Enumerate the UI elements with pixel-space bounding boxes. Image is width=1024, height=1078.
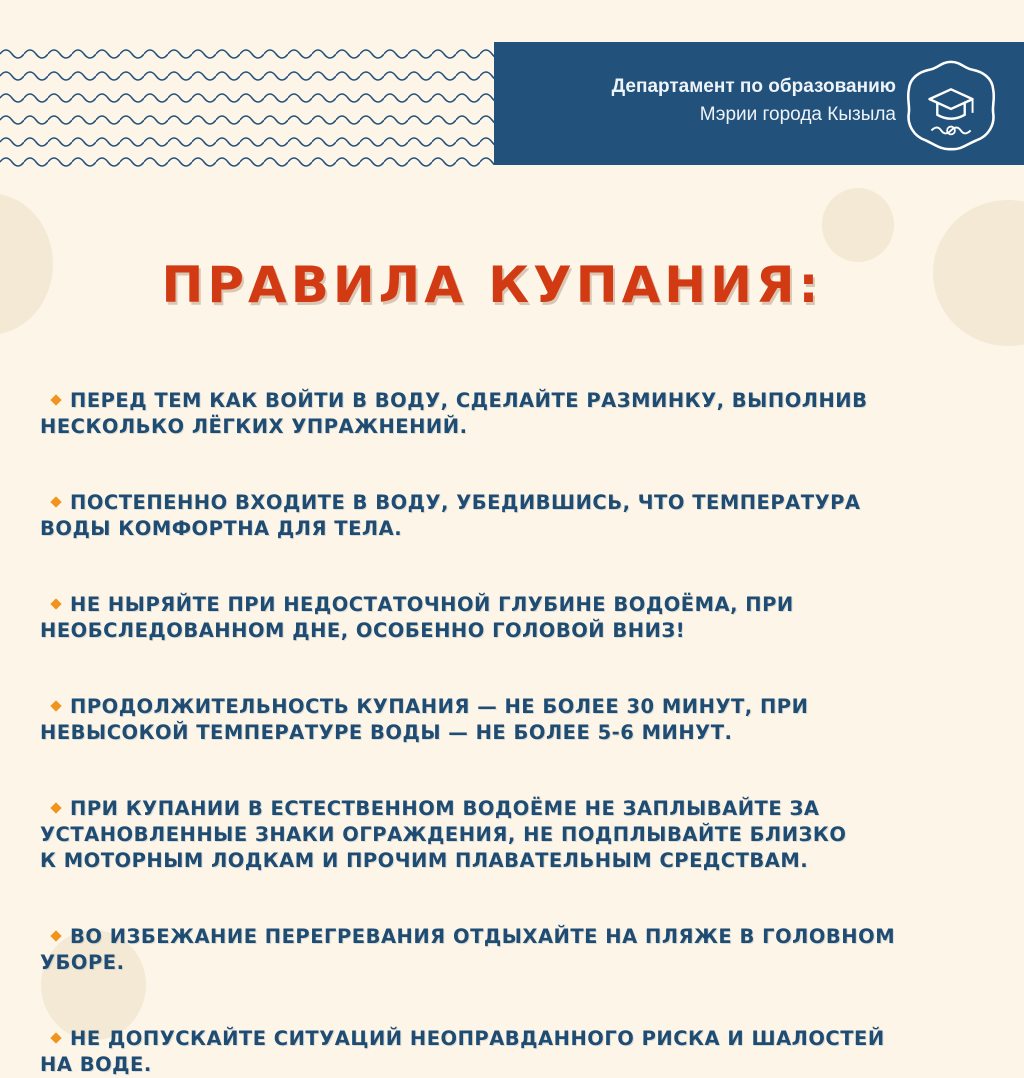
rule-item xyxy=(40,566,990,644)
rule-text: ПОСТЕПЕННО ВХОДИТЕ В ВОДУ, УБЕДИВШИСЬ, ЧТО ТЕМПЕРАТУРА ВОДЫ КОМФОРТНА ДЛЯ ТЕЛА. xyxy=(40,491,861,540)
department-title: Департамент по образованию xyxy=(611,76,896,97)
decor-circle-small-right xyxy=(822,188,894,262)
diamond-bullet-icon xyxy=(50,394,61,405)
rule-item xyxy=(40,464,990,542)
diamond-bullet-icon xyxy=(50,496,61,507)
diamond-bullet-icon xyxy=(50,930,61,941)
diamond-bullet-icon xyxy=(50,802,61,813)
rule-text: ПРИ КУПАНИИ В ЕСТЕСТВЕННОМ ВОДОЁМЕ НЕ ЗАПЛЫВАЙТЕ ЗА УСТАНОВЛЕННЫЕ ЗНАКИ ОГРАЖДЕНИЯ, НЕ ПОДПЛЫВАЙТЕ БЛИЗКО К МОТОРНЫМ ЛОДКАМ И ПРОЧИМ ПЛАВАТЕЛЬНЫМ СРЕДСТВАМ. xyxy=(40,797,847,872)
rule-item xyxy=(40,1000,990,1078)
wave-pattern-icon xyxy=(0,42,494,167)
rules-list xyxy=(40,362,990,1078)
rule-item xyxy=(40,362,990,440)
rule-item xyxy=(40,668,990,746)
department-header xyxy=(494,42,1024,165)
rule-item xyxy=(40,770,990,874)
rule-item xyxy=(40,898,990,976)
graduation-cap-emblem-icon xyxy=(902,56,1000,154)
department-subtitle: Мэрии города Кызыла xyxy=(699,104,896,125)
diamond-bullet-icon xyxy=(50,598,61,609)
rule-text: ПРОДОЛЖИТЕЛЬНОСТЬ КУПАНИЯ — НЕ БОЛЕЕ 30 МИНУТ, ПРИ НЕВЫСОКОЙ ТЕМПЕРАТУРЕ ВОДЫ — НЕ БОЛЕЕ 5-6 МИНУТ. xyxy=(40,695,809,744)
diamond-bullet-icon xyxy=(50,1032,61,1043)
rule-text: НЕ ДОПУСКАЙТЕ СИТУАЦИЙ НЕОПРАВДАННОГО РИСКА И ШАЛОСТЕЙ НА ВОДЕ. xyxy=(40,1027,885,1076)
rule-text: ВО ИЗБЕЖАНИЕ ПЕРЕГРЕВАНИЯ ОТДЫХАЙТЕ НА ПЛЯЖЕ В ГОЛОВНОМ УБОРЕ. xyxy=(40,925,896,974)
diamond-bullet-icon xyxy=(50,700,61,711)
page-title: ПРАВИЛА КУПАНИЯ: xyxy=(161,256,823,314)
rule-text: НЕ НЫРЯЙТЕ ПРИ НЕДОСТАТОЧНОЙ ГЛУБИНЕ ВОДОЁМА, ПРИ НЕОБСЛЕДОВАННОМ ДНЕ, ОСОБЕННО ГОЛОВОЙ ВНИЗ! xyxy=(40,593,794,642)
rule-text: ПЕРЕД ТЕМ КАК ВОЙТИ В ВОДУ, СДЕЛАЙТЕ РАЗМИНКУ, ВЫПОЛНИВ НЕСКОЛЬКО ЛЁГКИХ УПРАЖНЕНИЙ. xyxy=(40,389,868,438)
